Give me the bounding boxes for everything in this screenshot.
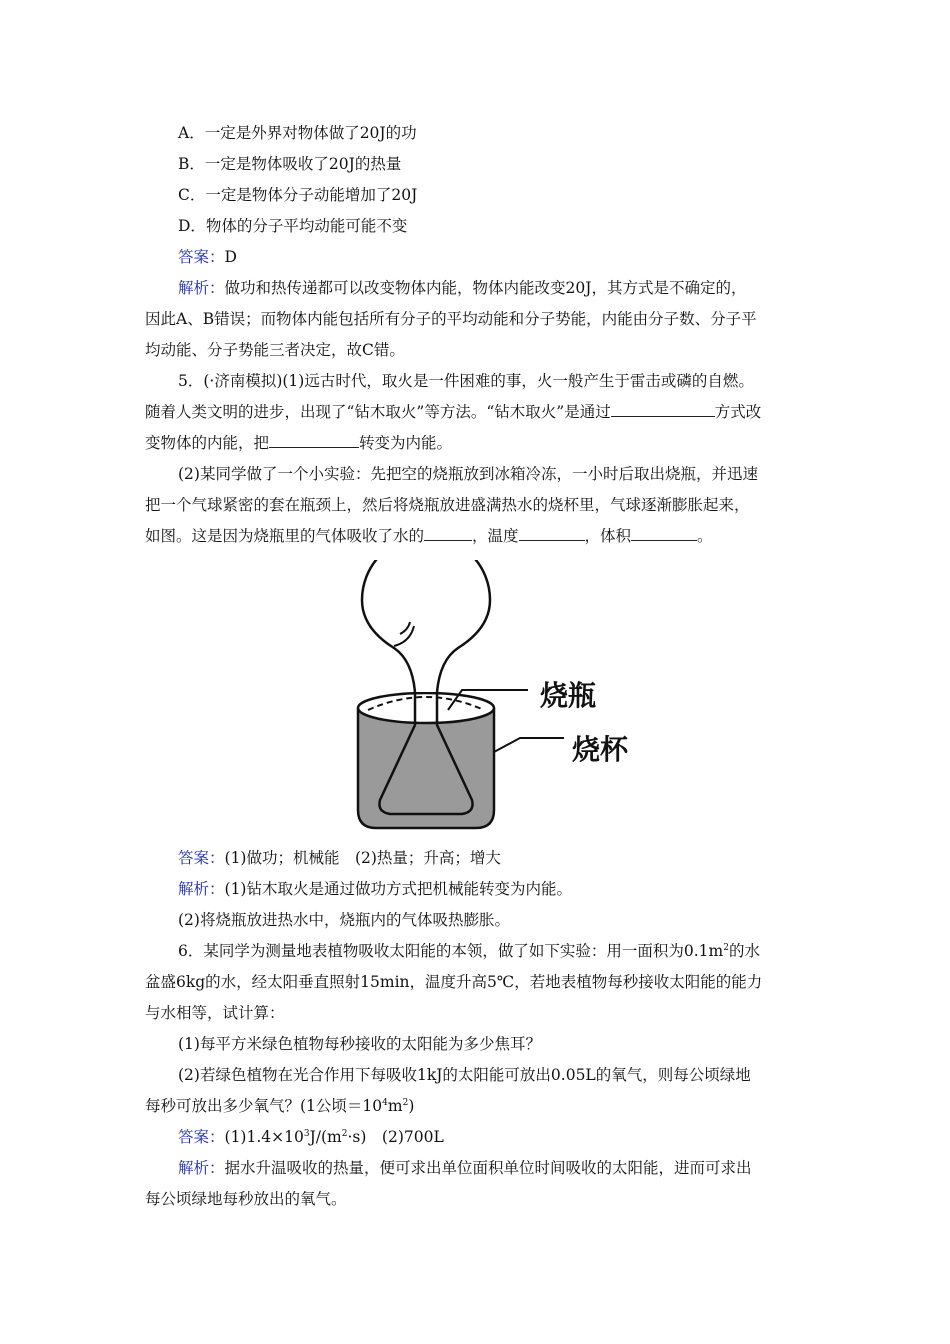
option-c: C．一定是物体分子动能增加了20J: [178, 186, 418, 204]
q4-analysis-line2: 因此A、B错误；而物体内能包括所有分子的平均动能和分子势能，内能由分子数、分子平: [145, 310, 757, 328]
q5-part2-line1: (2)某同学做了一个小实验：先把空的烧瓶放到冰箱冷冻，一小时后取出烧瓶，并迅速: [178, 465, 758, 483]
answer-text-c: ·s) (2)700L: [347, 1128, 444, 1146]
option-d: D．物体的分子平均动能可能不变: [178, 217, 408, 235]
answer-label: 答案：: [178, 1128, 225, 1146]
water: [358, 712, 494, 828]
q6-sub2-line2: [145, 1096, 414, 1116]
q6-sub2-text: 每秒可放出多少氧气？(1公顷＝10: [145, 1097, 383, 1115]
answer-text: (1)做功；机械能 (2)热量；升高；增大: [224, 849, 501, 867]
superscript: 3: [303, 1128, 310, 1139]
q6-sub2-tail: ): [408, 1097, 415, 1115]
answer-text-b: J/(m: [309, 1128, 342, 1146]
q5-analysis: [178, 879, 572, 899]
q5-part2-text-c: ，体积: [584, 527, 632, 545]
fill-blank: [269, 433, 359, 448]
q6-line1-text: 6．某同学为测量地表植物吸收太阳能的本领，做了如下实验：用一面积为0.1m: [178, 942, 724, 960]
q6-line1-tail: 的水: [728, 942, 760, 960]
option-b: B．一定是物体吸收了20J的热量: [178, 155, 402, 173]
q4-analysis: [178, 278, 746, 298]
fill-blank: [611, 402, 715, 417]
q5-part2-text-d: 。: [697, 527, 713, 545]
q6-sub2-line1: (2)若绿色植物在光合作用下每吸收1kJ的太阳能可放出0.05L的氧气，则每公顷绿地: [178, 1066, 751, 1084]
option-a: A．一定是外界对物体做了20J的功: [178, 124, 417, 142]
figure-drawing: [350, 560, 650, 835]
q5-line2: [145, 402, 761, 422]
q4-analysis-line3: 均动能、分子势能三者决定，故C错。: [145, 341, 405, 359]
beaker-leader: [494, 738, 564, 752]
q6-line1: [178, 941, 760, 961]
q5-line3-tail: 转变为内能。: [359, 434, 453, 452]
analysis-text: 据水升温吸收的热量，便可求出单位面积单位时间吸收的太阳能，进而可求出: [224, 1159, 752, 1177]
q5-part2-line3: [145, 526, 713, 546]
q5-analysis-line2: (2)将烧瓶放进热水中，烧瓶内的气体吸热膨胀。: [178, 911, 510, 929]
answer-text: (1)1.4×10: [224, 1128, 304, 1146]
q5-answer: [178, 848, 501, 868]
balloon: [362, 560, 490, 692]
q6-sub2-unit: m: [387, 1097, 403, 1115]
q5-part2-text-b: ，温度: [472, 527, 519, 545]
fill-blank: [519, 526, 585, 541]
analysis-label: 解析：: [178, 1159, 225, 1177]
superscript: 2: [341, 1128, 348, 1139]
fill-blank: [424, 526, 472, 541]
q5-line3-text: 变物体的内能，把: [145, 434, 270, 452]
q5-line2-text: 随着人类文明的进步，出现了“钻木取火”等方法。“钻木取火”是通过: [145, 403, 611, 421]
analysis-text: 做功和热传递都可以改变物体内能，物体内能改变20J，其方式是不确定的，: [224, 279, 747, 297]
beaker-rim: [358, 693, 494, 723]
q6-analysis-line2: 每公顷绿地每秒放出的氧气。: [145, 1190, 347, 1208]
superscript: 2: [402, 1097, 409, 1108]
superscript: 2: [723, 942, 729, 953]
q6-sub1: (1)每平方米绿色植物每秒接收的太阳能为多少焦耳？: [178, 1035, 541, 1053]
q5-part2-line2: 把一个气球紧密的套在瓶颈上，然后将烧瓶放进盛满热水的烧杯里，气球逐渐膨胀起来，: [145, 496, 750, 514]
fill-blank: [631, 526, 697, 541]
q4-answer: [178, 247, 237, 267]
flask-beaker-figure: [350, 560, 650, 835]
superscript: 4: [382, 1097, 388, 1108]
q5-line2-tail: 方式改: [714, 403, 762, 421]
analysis-text: (1)钻木取火是通过做功方式把机械能转变为内能。: [224, 880, 572, 898]
q5-line1: 5．(·济南模拟)(1)远古时代，取火是一件困难的事，火一般产生于雷击或磷的自燃。: [178, 372, 754, 390]
q6-analysis: [178, 1158, 752, 1178]
analysis-label: 解析：: [178, 880, 225, 898]
beaker-label: 烧杯: [572, 733, 629, 766]
answer-label: 答案：: [178, 849, 225, 867]
answer-text: D: [224, 248, 237, 266]
q6-line3: 与水相等，试计算：: [145, 1004, 285, 1022]
q6-line2: 盆盛6kg的水，经太阳垂直照射15min，温度升高5℃，若地表植物每秒接收太阳能的能力: [145, 973, 763, 991]
q5-line3: [145, 433, 452, 453]
answer-label: 答案：: [178, 248, 225, 266]
q6-answer: [178, 1127, 444, 1147]
flask-label: 烧瓶: [540, 679, 597, 712]
analysis-label: 解析：: [178, 279, 225, 297]
q5-part2-text: 如图。这是因为烧瓶里的气体吸收了水的: [145, 527, 425, 545]
